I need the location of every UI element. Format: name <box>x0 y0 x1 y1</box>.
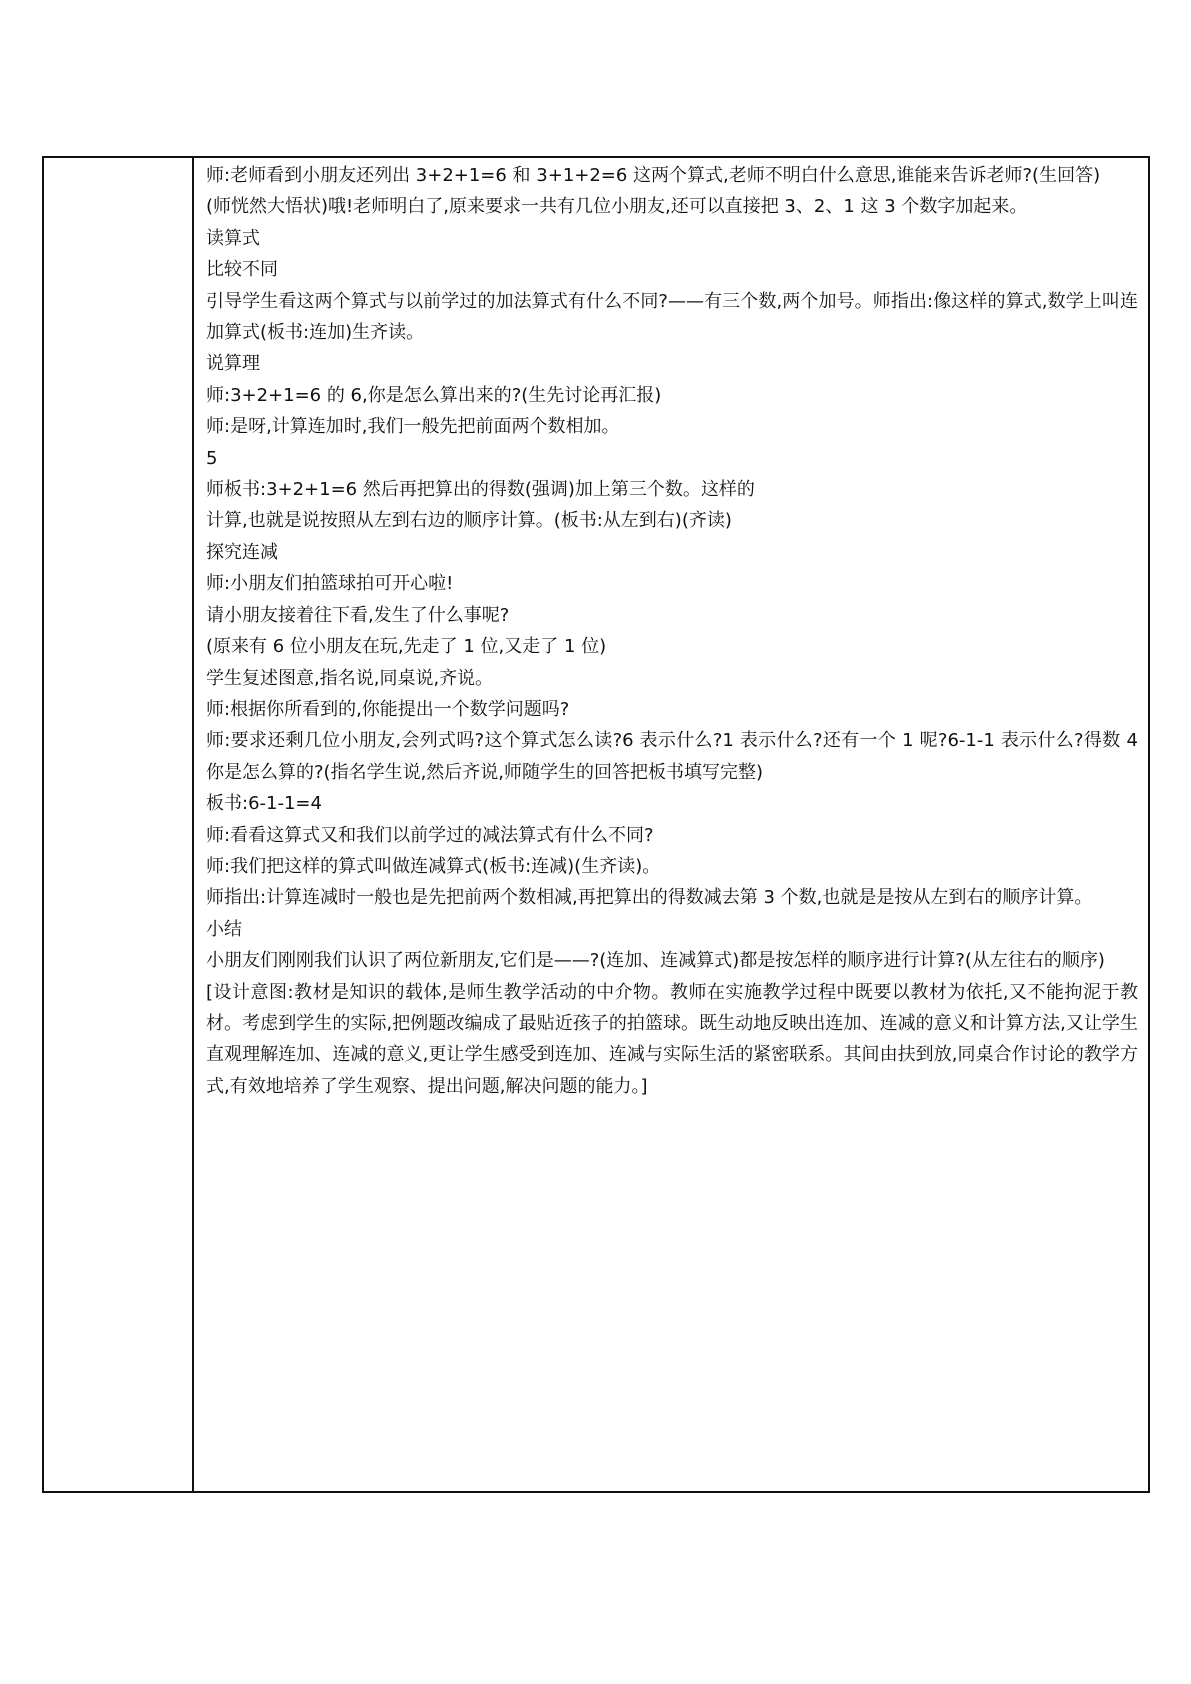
lesson-table <box>42 156 1150 1493</box>
design-intent-paragraph: [设计意图:教材是知识的载体,是师生教学活动的中介物。教师在实施教学过程中既要以教材为依托,又不能拘泥于教材。考虑到学生的实际,把例题改编成了最贴近孩子的拍篮球。既生动地反映出连加、连减的意义和计算方法,又让学生直观理解连加、连减的意义,更让学生感受到连加、连减与实际生活的紧密联系。其间由扶到放,同桌合作讨论的教学方式,有效地培养了学生观察、提出问题,解决问题的能力。] <box>206 981 1138 1097</box>
paragraph: 5 <box>206 447 218 469</box>
paragraph: 计算,也就是说按照从左到右边的顺序计算。(板书:从左到右)(齐读) <box>206 510 732 532</box>
section-heading: 说算理 <box>206 353 260 375</box>
paragraph: 师:根据你所看到的,你能提出一个数学问题吗? <box>206 698 570 720</box>
table-left-column <box>44 158 194 1491</box>
paragraph: 引导学生看这两个算式与以前学过的加法算式有什么不同?——有三个数,两个加号。师指出:像这样的算式,数学上叫连加算式(板书:连加)生齐读。 <box>206 290 1138 344</box>
paragraph: 师:是呀,计算连加时,我们一般先把前面两个数相加。 <box>206 416 620 438</box>
paragraph: 师:小朋友们拍篮球拍可开心啦! <box>206 573 454 595</box>
paragraph: (师恍然大悟状)哦!老师明白了,原来要求一共有几位小朋友,还可以直接把 3、2、1 这 3 个数字加起来。 <box>206 196 1028 218</box>
paragraph: 师:3+2+1=6 的 6,你是怎么算出来的?(生先讨论再汇报) <box>206 384 662 406</box>
paragraph: 师指出:计算连减时一般也是先把前两个数相减,再把算出的得数减去第 3 个数,也就是是按从左到右的顺序计算。 <box>206 887 1093 909</box>
paragraph: 师板书:3+2+1=6 然后再把算出的得数(强调)加上第三个数。这样的 <box>206 479 755 501</box>
paragraph: 师:我们把这样的算式叫做连减算式(板书:连减)(生齐读)。 <box>206 855 661 877</box>
section-heading: 比较不同 <box>206 259 278 281</box>
paragraph: 师:要求还剩几位小朋友,会列式吗?这个算式怎么读?6 表示什么?1 表示什么?还有一个 1 呢?6-1-1 表示什么?得数 4 你是怎么算的?(指名学生说,然后齐说,师随学生的回答把板书填写完整) <box>206 730 1138 783</box>
section-heading: 读算式 <box>206 227 260 249</box>
section-heading: 小结 <box>206 918 242 940</box>
paragraph: 小朋友们刚刚我们认识了两位新朋友,它们是——?(连加、连减算式)都是按怎样的顺序进行计算?(从左往右的顺序) <box>206 950 1105 972</box>
paragraph: (原来有 6 位小朋友在玩,先走了 1 位,又走了 1 位) <box>206 636 607 658</box>
paragraph: 板书:6-1-1=4 <box>206 793 322 815</box>
section-heading: 探究连减 <box>206 541 278 563</box>
paragraph: 请小朋友接着往下看,发生了什么事呢? <box>206 604 510 626</box>
table-content-column <box>194 158 1148 1491</box>
paragraph: 学生复述图意,指名说,同桌说,齐说。 <box>206 667 494 689</box>
paragraph: 师:老师看到小朋友还列出 3+2+1=6 和 3+1+2=6 这两个算式,老师不明白什么意思,谁能来告诉老师?(生回答) <box>206 165 1101 186</box>
paragraph: 师:看看这算式又和我们以前学过的减法算式有什么不同? <box>206 824 654 846</box>
